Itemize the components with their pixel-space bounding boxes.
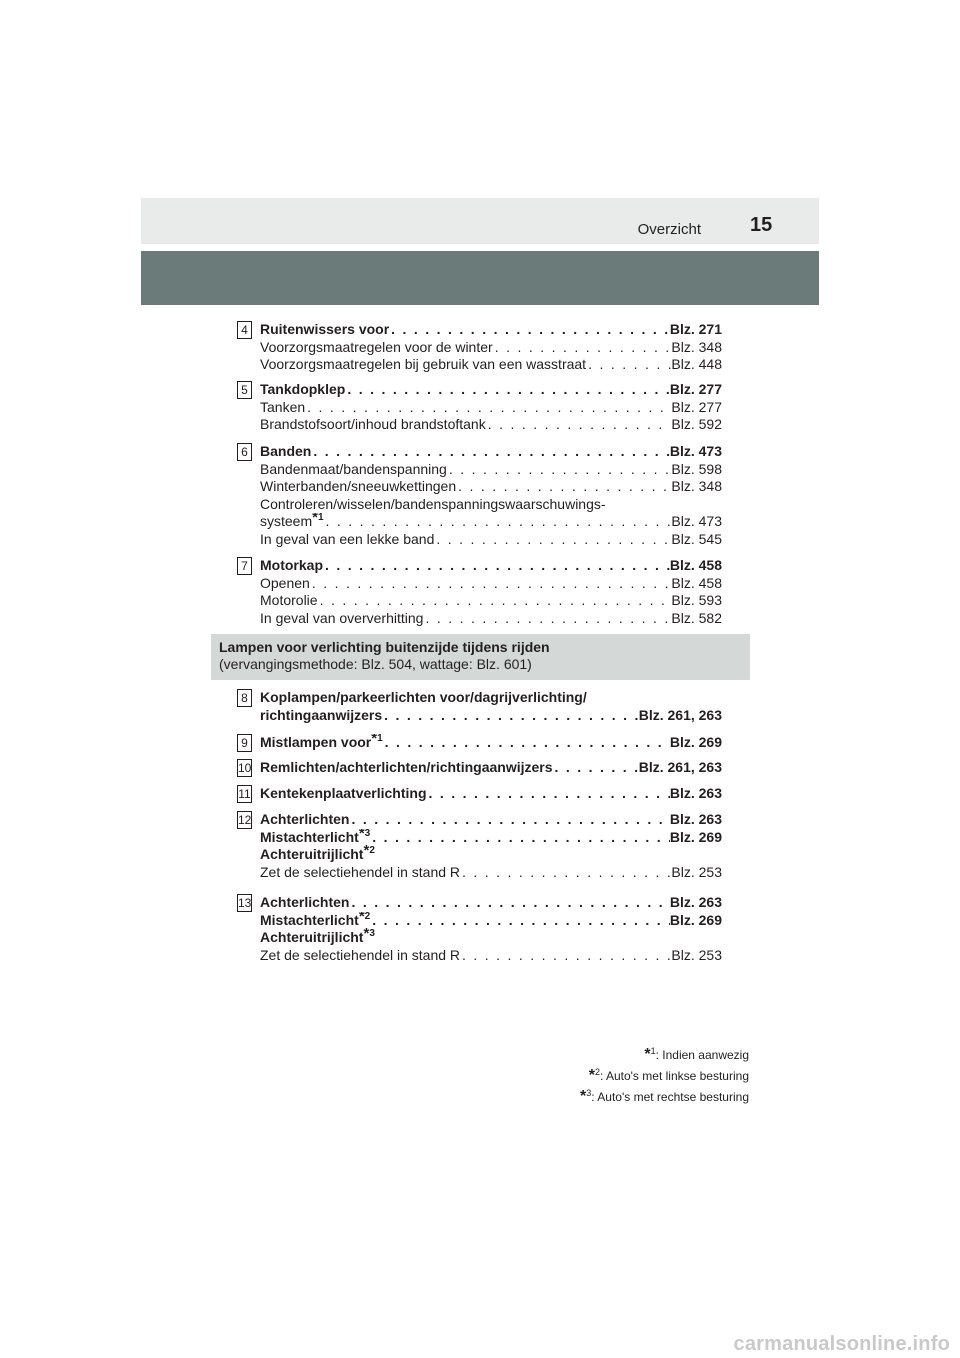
entry-main-line: Mistachterlicht$^{*2}$ . . . Blz. 269 — [260, 912, 722, 930]
entry-7 — [260, 557, 722, 627]
page-ref[interactable]: Blz. 473 — [671, 513, 722, 529]
footnote-marker: *1 — [312, 513, 324, 526]
entry-main-line: Banden . . . Blz. 473 — [260, 443, 722, 461]
entry-main-line: Tankdopklep . . . Blz. 277 — [260, 381, 722, 399]
page-ref[interactable]: Blz. 277 — [669, 381, 722, 397]
page-ref[interactable]: Blz. 348 — [671, 338, 722, 355]
footnote-marker: *1 — [371, 734, 383, 747]
callout-number-8: 8 — [237, 689, 252, 707]
callout-number-4: 4 — [237, 321, 252, 339]
entry-main-line: richtingaanwijzers . . . Blz. 261, 263 — [260, 707, 722, 725]
footnotes — [580, 1043, 749, 1106]
entry-sub-line: In geval van oververhitting . . . Blz. 582 — [260, 610, 722, 628]
entry-sub-line: Bandenmaat/bandenspanning . . . Blz. 598 — [260, 461, 722, 479]
entry-main-line: Achterlichten . . . Blz. 263 — [260, 894, 722, 912]
page-ref[interactable]: Blz. 271 — [669, 321, 722, 337]
entry-sub-line: Controleren/wisselen/bandenspanningswaarschuwings- — [260, 495, 606, 512]
page-ref[interactable]: Blz. 269 — [669, 828, 722, 845]
entry-sub-line: Voorzorgsmaatregelen bij gebruik van een wasstraat . . . Blz. 448 — [260, 356, 722, 374]
entry-main-line: Mistlampen voor$^{*1}$ . . . Blz. 269 — [260, 734, 722, 752]
callout-number-13: 13 — [238, 896, 252, 910]
page-ref[interactable]: Blz. 473 — [669, 443, 722, 459]
page-ref[interactable]: Blz. 545 — [671, 530, 722, 547]
footnote-marker: *2 — [363, 842, 375, 859]
entry-6 — [260, 443, 722, 548]
callout-number-7: 7 — [237, 557, 252, 575]
entry-main-line: Ruitenwissers voor . . . Blz. 271 — [260, 321, 722, 339]
entry-12 — [260, 811, 722, 881]
entry-sub-line: systeem$^{*1}$ . . . Blz. 473 — [260, 513, 722, 531]
page-ref[interactable]: Blz. 253 — [671, 863, 722, 880]
page-ref[interactable]: Blz. 458 — [671, 574, 722, 591]
callout-number-10: 10 — [238, 761, 252, 775]
callout-number-12: 12 — [238, 813, 252, 827]
entry-main-line: Achteruitrijlicht$^{*3}$ — [260, 925, 375, 945]
footnote-marker: *2 — [358, 911, 371, 925]
section-title: Overzicht — [637, 221, 701, 238]
page-ref[interactable]: Blz. 263 — [669, 811, 722, 827]
page-ref[interactable]: Blz. 261, 263 — [638, 706, 722, 723]
header-band — [141, 198, 819, 244]
entry-main-line: Achterlichten . . . Blz. 263 — [260, 811, 722, 829]
page-ref[interactable]: Blz. 269 — [669, 911, 722, 928]
entry-main-line: Koplampen/parkeerlichten voor/dagrijverlichting/ — [260, 689, 587, 705]
entry-main-line: Motorkap . . . Blz. 458 — [260, 557, 722, 575]
footnote-marker: *3 — [358, 828, 371, 842]
lamp-section-subtitle: (vervangingsmethode: Blz. 504, wattage: Blz. 601) — [219, 656, 532, 672]
entry-5 — [260, 381, 722, 434]
page-ref[interactable]: Blz. 448 — [671, 356, 722, 372]
entry-sub-line: Motorolie . . . Blz. 593 — [260, 592, 722, 610]
callout-number-9: 9 — [237, 734, 252, 752]
footnote-3: *$^3$: Auto's met rechtse besturing — [580, 1088, 749, 1105]
entry-11 — [260, 785, 722, 803]
page-ref[interactable]: Blz. 593 — [671, 592, 722, 608]
entry-main-line: Remlichten/achterlichten/richtingaanwijzers . . . Blz. 261, 263 — [260, 759, 722, 777]
callout-number-6: 6 — [237, 443, 252, 461]
entry-9 — [260, 734, 722, 752]
entry-13 — [260, 894, 722, 964]
entry-sub-line: Brandstofsoort/inhoud brandstoftank . . . Blz. 592 — [260, 416, 722, 434]
page-number: 15 — [750, 214, 773, 236]
entry-sub-line: Winterbanden/sneeuwkettingen . . . Blz. 348 — [260, 478, 722, 496]
footnote-1: *$^1$: Indien aanwezig — [644, 1046, 749, 1063]
page-ref[interactable]: Blz. 253 — [671, 946, 722, 963]
entry-sub-line: Zet de selectiehendel in stand R . . . Blz. 253 — [260, 864, 722, 882]
entry-4 — [260, 321, 722, 374]
page-ref[interactable]: Blz. 348 — [671, 478, 722, 494]
page-ref[interactable]: Blz. 277 — [671, 398, 722, 415]
page-ref[interactable]: Blz. 261, 263 — [638, 759, 722, 775]
page-ref[interactable]: Blz. 263 — [669, 894, 722, 910]
callout-number-11: 11 — [238, 787, 251, 801]
entry-sub-line: Voorzorgsmaatregelen voor de winter . . . Blz. 348 — [260, 339, 722, 357]
entry-sub-line: Tanken . . . Blz. 277 — [260, 399, 722, 417]
footnote-2: *$^2$: Auto's met linkse besturing — [588, 1067, 749, 1084]
entry-10 — [260, 759, 722, 777]
footnote-marker: *3 — [363, 925, 375, 942]
callout-number-5: 5 — [237, 381, 252, 399]
entry-8 — [260, 689, 722, 724]
entry-sub-line: In geval van een lekke band . . . Blz. 545 — [260, 531, 722, 549]
entry-main-line: Achteruitrijlicht$^{*2}$ — [260, 842, 375, 862]
watermark: carmanualsonline.info — [733, 1333, 950, 1355]
entry-main-line: Kentekenplaatverlichting . . . Blz. 263 — [260, 785, 722, 803]
entry-sub-line: Zet de selectiehendel in stand R . . . Blz. 253 — [260, 947, 722, 965]
page-ref[interactable]: Blz. 458 — [669, 557, 722, 573]
image-placeholder-band — [141, 251, 819, 305]
entry-main-line: Mistachterlicht$^{*3}$ . . . Blz. 269 — [260, 829, 722, 847]
lamp-section-title: Lampen voor verlichting buitenzijde tijdens rijden — [219, 639, 550, 655]
page-ref[interactable]: Blz. 269 — [669, 734, 722, 750]
entry-sub-line: Openen . . . Blz. 458 — [260, 575, 722, 593]
page-ref[interactable]: Blz. 582 — [671, 609, 722, 626]
page-ref[interactable]: Blz. 592 — [671, 416, 722, 432]
page-ref[interactable]: Blz. 598 — [671, 460, 722, 477]
page-ref[interactable]: Blz. 263 — [669, 785, 722, 801]
